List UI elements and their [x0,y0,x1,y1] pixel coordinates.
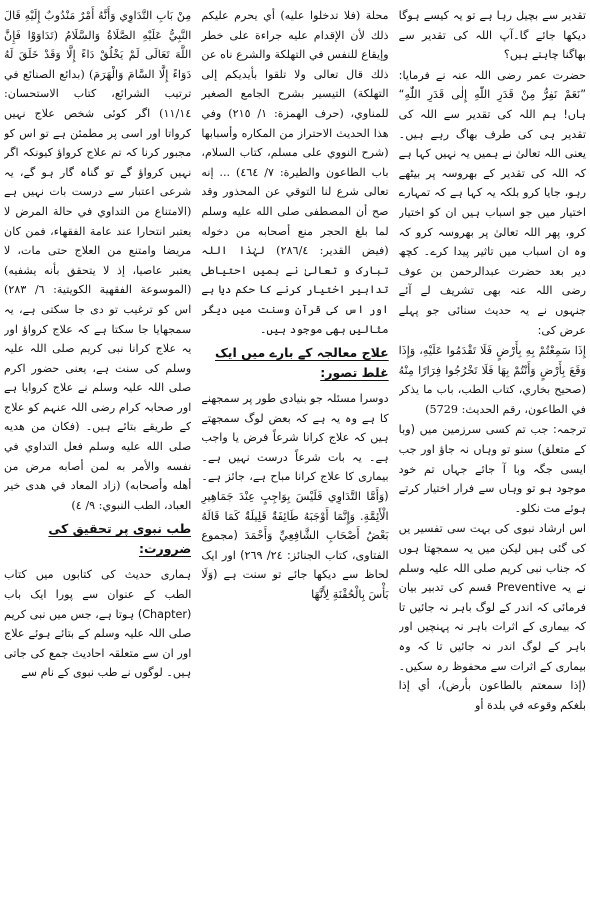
column-left [4,6,191,916]
paragraph: مِنْ بَابِ التَّدَاوِي وَأَنَّهُ أَمْرٌ مَنْدُوبٌ إِلَيْهِ قَالَ النَّبِيُّ عَلَيْهِ الصَّلَاةُ وَالسَّلَامُ (تَدَاوَوْا فَإِنَّ اللَّهَ تَعَالَى لَمْ يَخْلُقْ دَاءً إِلَّا وَقَدْ خَلَقَ لَهُ دَوَاءً إِلَّا السَّامَ وَالْهَرَمَ) (بدائع الصنائع في ترتيب الشرائع، كتاب الاستحسان: ١١/١٤) اگر کوئی شخص علاج نہیں کرواتا اور اسی پر مطمئن ہے تو اس کو مجبور کرنا کہ تم علاج کرواؤ کیونکہ اگر نہیں کرواؤ گے تو گناہ گار ہو گے، یہ شرعی اعتبار سے درست بات نہیں ہے (الامتناع من التداوي في حالة المرض لا يعتبر انتحارا عند عامة الفقهاء، فمن كان مريضا وامتنع من العلاج حتى مات، لا يعتبر عاصيا، إذ لا يتحقق بأنه يشفيه) (الموسوعة الفقهية الكويتية: ٦/ ٢٨٣) اس کو ترغیب تو دی جا سکتی ہے، یہ سمجھایا جا سکتا ہے کہ علاج کرواؤ اور یہ علاج کرانا نبی کریم صلی اللہ علیہ وسلم کی سنت ہے، یعنی حضور اکرم صلی اللہ علیہ وسلم نے علاج کروایا ہے اور صحابہ کرام رضی اللہ عنہم کو علاج کے طریقے بتائے ہیں۔ (فكان من هديه صلى الله عليه وسلم فعل التداوي في نفسه والأمر به لمن أصابه مرض من أهله وأصحابه) (زاد المعاد في هدى خير العباد، الطب النبوي: ٩/ ٤) [4,9,192,512]
section-heading: طب نبوی پر تحقیق کی ضرورت: [48,521,192,557]
paragraph: دوسرا مسئلہ جو بنیادی طور پر سمجھنے کا ہے وہ یہ ہے کہ بعض لوگ سمجھتے ہیں کہ علاج کرانا شرعاً فرض یا واجب ہے۔ یہ بات شرعاً درست نہیں ہے۔ بیماری کا علاج کرانا مباح ہے، جائز ہے۔ (وَأَمَّا التَّدَاوِي فَلَيْسَ بِوَاجِبٍ عِنْدَ جَمَاهِيرِ الْأَئِمَّةِ. وَإِنَّمَا أَوْجَبَهُ طَائِفَةٌ قَلِيلَةٌ كَمَا قَالَهُ بَعْضُ أَصْحَابِ الشَّافِعِيِّ وَأَحْمَدَ (مجموع الفتاوى، كتاب الجنائز: ٢٤/ ٢٦٩) اور ایک لحاظ سے دیکھا جائے تو سنت ہے (وَلَا بَأْسَ بِالْحُقْنَةِ لِأَنَّهَا [201,392,389,602]
paragraph: تقدیر سے بچیل رہا ہے تو یہ کیسے ہوگا دیکھا جائے گا۔آپ اللہ کی تقدیر سے بھاگنا چاہتے ہیں؟ [398,9,586,62]
paragraph: اس ارشاد نبوی کی بہت سی تفسیر یں کی گئی ہیں لیکن میں یہ سمجھتا ہوں کہ جناب نبی کریم صلی اللہ علیہ وسلم نے یہ Preventive قسم کی تدبیر بیان فرمائی کہ اندر کے لوگ باہر نہ جائیں تا کہ بیماری کے اثرات باہر نہ پہنچیں اور باہر کے لوگ اندر نہ جائیں تا کہ وہ بیماری کے اثرات سے محفوظ رہ سکیں۔ (إذا سمعتم بالطاعون بأرض)، أي إذا بلغكم وقوعه في بلدة أو [398,522,586,712]
text-columns [4,6,586,916]
paragraph: ہماری حدیث کی کتابوں میں کتاب الطب کے عنوان سے پورا ایک باب (Chapter) ہوتا ہے، جس میں نبی کریم صلی اللہ علیہ وسلم کے بتائے ہوئے علاج اور ان سے متعلقہ احادیث جمع کی جاتی ہیں۔ لوگوں نے طب نبوی کے نام سے [4,568,192,680]
hadith-quote: إِذَا سَمِعْتُمْ بِهِ بِأَرْضٍ فَلَا تَقْدَمُوا عَلَيْهِ، وَإِذَا وَقَعَ بِأَرْضٍ وَأَنْتُمْ بِهَا فَلَا تَخْرُجُوا فِرَارًا مِنْهُ (صحيح بخاري، كتاب الطب، باب ما يذكر في الطاعون، رقم الحديث: 5729) [398,344,586,416]
column-middle [201,6,388,916]
column-right [399,6,586,916]
paragraph: محلة (فلا تدخلوا عليه) أي يحرم عليكم ذلك لأن الإقدام عليه جراءة على خطر وإيقاع للنفس في التهلكة والشرع ناه عن ذلك قال تعالى ولا تلقوا بأيديكم إلى التهلكة) التيسير بشرح الجامع الصغير للمناوي، (حرف الهمزة: ١/ ٢١٥) وفي هذا الحديث الاحتراز من المكاره وأسبابها (شرح النووي على مسلم، كتاب السلام، باب الطاعون والطيرة: ٧/ ٤٦٤) ... إنه تعالى شرع لنا التوقي عن المحذور وقد صح أن المصطفى صلى الله عليه وسلم لما بلغ الحجر منع أصحابه من دخوله (فيض القدير: ٢٨٦/٤) لہٰذا اللہ تبارک و تعالیٰ نے ہمیں احتیاطی تدابیر اختیار کرنے کا حکم دیا ہے اور اس کی قرآن وسنت میں دیگر مثالیں بھی موجود ہیں۔ [201,9,389,336]
translation-paragraph: ترجمہ: جب تم کسی سرزمین میں (وبا کے متعلق) سنو تو وہاں نہ جاؤ اور جب ایسی جگہ وبا آ جائے جہاں تم خود موجود ہو تو وہاں سے فرار اختیار کرتے ہوئے مت نکلو۔ [398,423,586,515]
paragraph: حضرت عمر رضی اللہ عنہ نے فرمایا: ”نَعَمْ نَفِرُّ مِنْ قَدَرِ اللّٰهِ إِلٰى قَدَرِ اللّٰهِ“ ہاں! ہم اللہ کی تقدیر سے اللہ کی تقدیر ہی کی طرف بھاگ رہے ہیں۔ یعنی اللہ تعالیٰ نے ہمیں یہ نہیں کہا ہے کہ اللہ کی تقدیر کے بھروسہ پر بیٹھے رہو، جایا کرو بلکہ یہ کہا ہے کہ تمہارے اختیار میں جو اسباب ہیں ان کو اختیار کرو، پھر اللہ تعالیٰ پر بھروسہ کرو کہ وہ ان اسباب میں تاثیر پیدا کرے۔ کچھ دیر بعد حضرت عبدالرحمن بن عوف رضی اللہ عنہ بھی تشریف لے آئے جنہوں نے یہ حدیث سنائی جو پہلے عرض کی: [398,68,586,337]
section-heading: علاج معالجہ کے بارے میں ایک غلط تصور: [214,345,389,381]
